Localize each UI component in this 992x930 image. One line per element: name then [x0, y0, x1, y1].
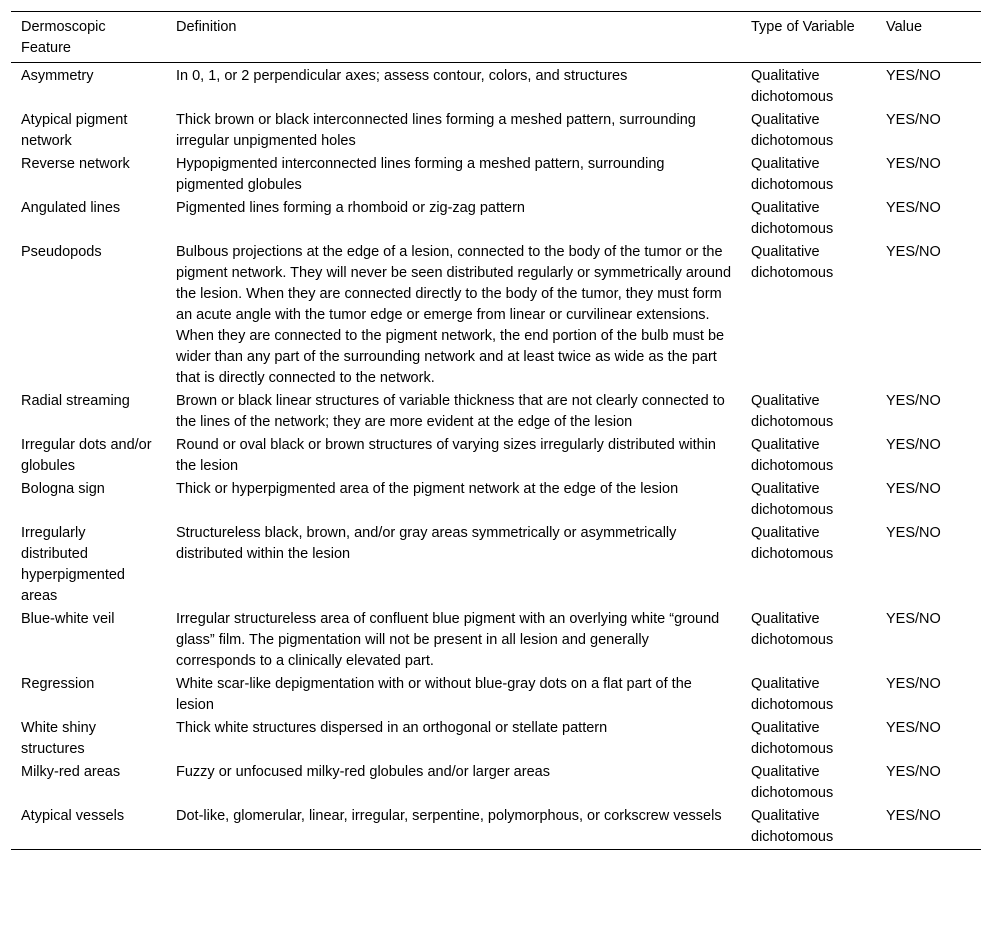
value-cell: YES/NO	[886, 437, 941, 453]
type-cell: Qualitative dichotomous	[751, 200, 834, 237]
definition-cell: Thick white structures dispersed in an orthogonal or stellate pattern	[176, 720, 608, 736]
table-row	[11, 390, 981, 434]
feature-cell: Atypical vessels	[21, 808, 125, 824]
definition-cell: Pigmented lines forming a rhomboid or zig-zag pattern	[176, 200, 525, 216]
header-feature: Dermoscopic Feature	[21, 19, 106, 56]
header-definition: Definition	[176, 19, 237, 35]
value-cell: YES/NO	[886, 676, 941, 692]
feature-cell: Milky-red areas	[21, 764, 121, 780]
feature-cell: Blue-white veil	[21, 611, 115, 627]
table-row	[11, 63, 981, 110]
feature-cell: Pseudopods	[21, 244, 102, 260]
type-cell: Qualitative dichotomous	[751, 611, 834, 648]
value-cell: YES/NO	[886, 244, 941, 260]
definition-cell: Brown or black linear structures of variable thickness that are not clearly connected to the lines of the network; they are more evident at the edge of the lesion	[176, 393, 725, 430]
value-cell: YES/NO	[886, 200, 941, 216]
table-body	[11, 63, 981, 850]
definition-cell: Thick brown or black interconnected lines forming a meshed pattern, surrounding irregular unpigmented holes	[176, 112, 696, 149]
definition-cell: In 0, 1, or 2 perpendicular axes; assess contour, colors, and structures	[176, 68, 628, 84]
type-cell: Qualitative dichotomous	[751, 676, 834, 713]
header-value: Value	[886, 19, 923, 35]
table-row	[11, 673, 981, 717]
value-cell: YES/NO	[886, 764, 941, 780]
feature-cell: White shiny structures	[21, 720, 96, 757]
table-row	[11, 197, 981, 241]
feature-cell: Asymmetry	[21, 68, 94, 84]
feature-cell: Irregularly distributed hyperpigmented areas	[21, 525, 125, 604]
type-cell: Qualitative dichotomous	[751, 764, 834, 801]
type-cell: Qualitative dichotomous	[751, 112, 834, 149]
value-cell: YES/NO	[886, 720, 941, 736]
value-cell: YES/NO	[886, 68, 941, 84]
value-cell: YES/NO	[886, 481, 941, 497]
value-cell: YES/NO	[886, 156, 941, 172]
definition-cell: Irregular structureless area of confluent blue pigment with an overlying white “ground glass” film. The pigmentation will not be present in all lesion and generally corresponds to a clinically elevated part.	[176, 611, 720, 669]
feature-cell: Bologna sign	[21, 481, 105, 497]
header-type: Type of Variable	[751, 19, 855, 35]
feature-cell: Reverse network	[21, 156, 130, 172]
definition-cell: Dot-like, glomerular, linear, irregular, serpentine, polymorphous, or corkscrew vessels	[176, 808, 722, 824]
type-cell: Qualitative dichotomous	[751, 525, 834, 562]
table-row	[11, 805, 981, 850]
table-row	[11, 761, 981, 805]
type-cell: Qualitative dichotomous	[751, 481, 834, 518]
feature-cell: Radial streaming	[21, 393, 130, 409]
table-row	[11, 522, 981, 608]
type-cell: Qualitative dichotomous	[751, 156, 834, 193]
type-cell: Qualitative dichotomous	[751, 393, 834, 430]
table-row	[11, 434, 981, 478]
dermoscopic-features-table	[11, 11, 981, 850]
header-row	[11, 12, 981, 63]
feature-cell: Regression	[21, 676, 95, 692]
value-cell: YES/NO	[886, 525, 941, 541]
value-cell: YES/NO	[886, 393, 941, 409]
value-cell: YES/NO	[886, 808, 941, 824]
feature-cell: Angulated lines	[21, 200, 121, 216]
table-row	[11, 153, 981, 197]
table-row	[11, 608, 981, 673]
definition-cell: Thick or hyperpigmented area of the pigment network at the edge of the lesion	[176, 481, 679, 497]
definition-cell: White scar-like depigmentation with or without blue-gray dots on a flat part of the lesion	[176, 676, 692, 713]
table-row	[11, 241, 981, 390]
type-cell: Qualitative dichotomous	[751, 244, 834, 281]
type-cell: Qualitative dichotomous	[751, 808, 834, 845]
definition-cell: Structureless black, brown, and/or gray areas symmetrically or asymmetrically distributed within the lesion	[176, 525, 677, 562]
definition-cell: Fuzzy or unfocused milky-red globules and/or larger areas	[176, 764, 550, 780]
table-row	[11, 478, 981, 522]
table-row	[11, 109, 981, 153]
definition-cell: Hypopigmented interconnected lines forming a meshed pattern, surrounding pigmented globules	[176, 156, 665, 193]
table-row	[11, 717, 981, 761]
definition-cell: Round or oval black or brown structures of varying sizes irregularly distributed within the lesion	[176, 437, 716, 474]
value-cell: YES/NO	[886, 112, 941, 128]
dermoscopic-features-table-container	[11, 11, 981, 850]
table-header	[11, 12, 981, 63]
type-cell: Qualitative dichotomous	[751, 68, 834, 105]
value-cell: YES/NO	[886, 611, 941, 627]
type-cell: Qualitative dichotomous	[751, 437, 834, 474]
type-cell: Qualitative dichotomous	[751, 720, 834, 757]
definition-cell: Bulbous projections at the edge of a lesion, connected to the body of the tumor or the pigment network. They will never be seen distributed regularly or symmetrically around the lesion. When they are connected directly to the body of the tumor, they must form an acute angle with the tumor edge or emerge from linear or curvilinear extensions. When they are connected to the pigment network, the end portion of the bulb must be wider than any part of the surrounding network and at least twice as wide as the part that is directly connected to the network.	[176, 244, 732, 386]
feature-cell: Atypical pigment network	[21, 112, 128, 149]
feature-cell: Irregular dots and/or globules	[21, 437, 152, 474]
